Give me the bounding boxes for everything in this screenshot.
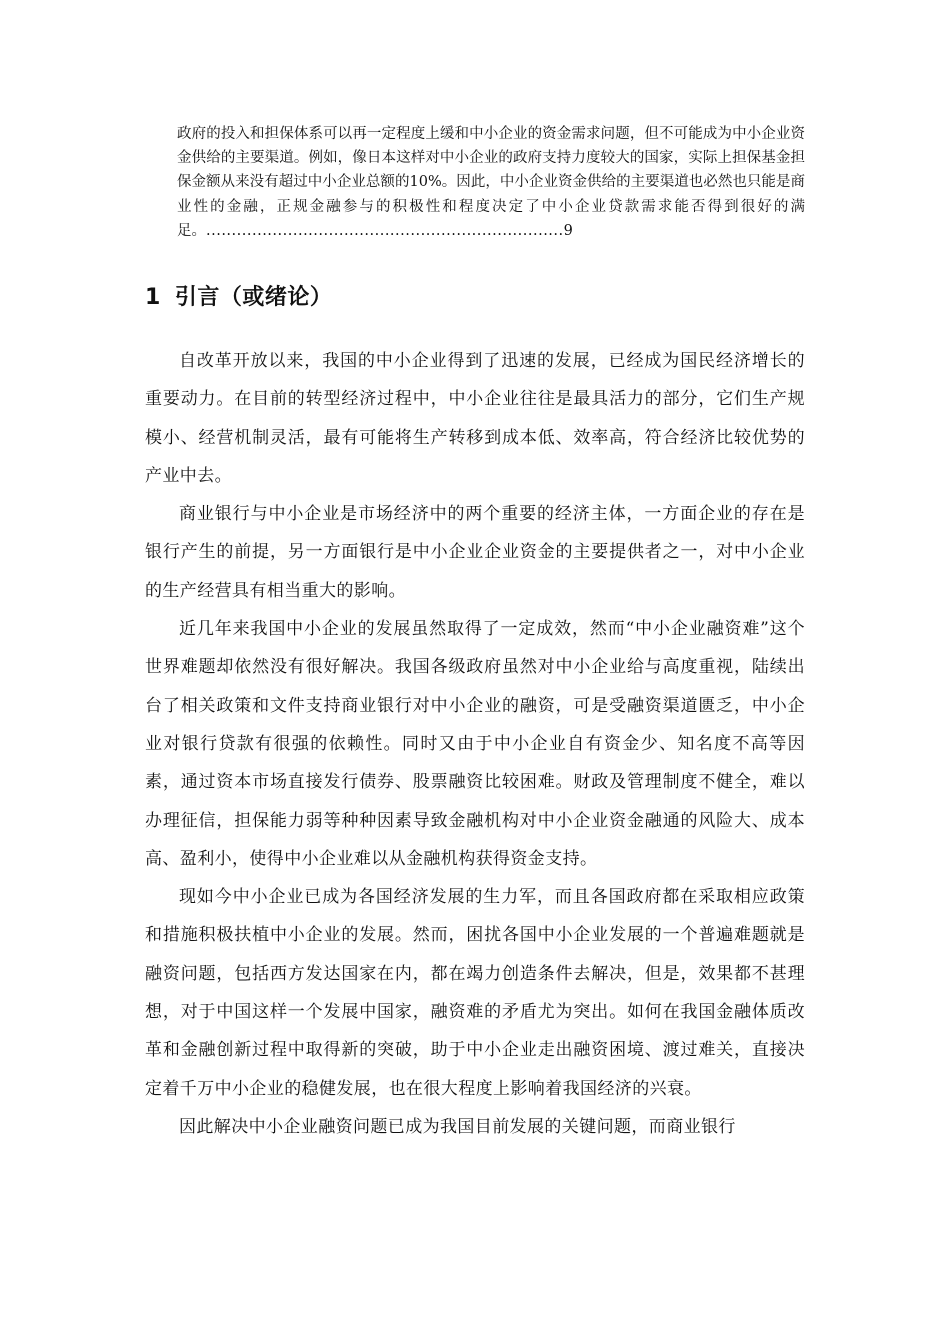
toc-leader-dots: ...................................................................... [206, 222, 564, 239]
paragraph: 近几年来我国中小企业的发展虽然取得了一定成效，然而“中小企业融资难”这个世界难题却依然没有很好解决。我国各级政府虽然对中小企业给与高度重视，陆续出台了相关政策和文件支持商业银行对中小企业的融资，可是受融资渠道匮乏，中小企业对银行贷款有很强的依赖性。同时又由于中小企业自有资金少、知名度不高等因素，通过资本市场直接发行债券、股票融资比较困难。财政及管理制度不健全，难以办理征信，担保能力弱等种种因素导致金融机构对中小企业资金融通的风险大、成本高、盈利小，使得中小企业难以从金融机构获得资金支持。 [145, 619, 805, 869]
toc-page-number: 9 [563, 222, 573, 239]
section-heading [145, 281, 332, 315]
toc-entry[interactable] [177, 122, 805, 243]
paragraph: 商业银行与中小企业是市场经济中的两个重要的经济主体，一方面企业的存在是银行产生的前提，另一方面银行是中小企业企业资金的主要提供者之一，对中小企业的生产经营具有相当重大的影响。 [145, 504, 805, 601]
toc-entry-text: 政府的投入和担保体系可以再一定程度上缓和中小企业的资金需求问题，但不可能成为中小企业资金供给的主要渠道。例如，像日本这样对中小企业的政府支持力度较大的国家，实际上担保基金担保金额从来没有超过中小企业总额的10%。因此，中小企业资金供给的主要渠道也必然也只能是商业性的金融，正规金融参与的积极性和程度决定了中小企业贷款需求能否得到很好的满足。 [177, 126, 805, 239]
section-number: 1 [145, 285, 161, 310]
section-title: 引言（或绪论） [174, 285, 333, 310]
paragraph: 自改革开放以来，我国的中小企业得到了迅速的发展，已经成为国民经济增长的重要动力。在目前的转型经济过程中，中小企业往往是最具活力的部分，它们生产规模小、经营机制灵活，最有可能将生产转移到成本低、效率高，符合经济比较优势的产业中去。 [145, 351, 805, 486]
paragraph: 现如今中小企业已成为各国经济发展的生力军，而且各国政府都在采取相应政策和措施积极扶植中小企业的发展。然而，困扰各国中小企业发展的一个普遍难题就是融资问题，包括西方发达国家在内，都在竭力创造条件去解决，但是，效果都不甚理想，对于中国这样一个发展中国家，融资难的矛盾尤为突出。如何在我国金融体质改革和金融创新过程中取得新的突破，助于中小企业走出融资困境、渡过难关，直接决定着千万中小企业的稳健发展，也在很大程度上影响着我国经济的兴衰。 [145, 887, 805, 1099]
body-text [145, 342, 805, 1146]
paragraph: 因此解决中小企业融资问题已成为我国目前发展的关键问题，而商业银行 [179, 1116, 736, 1137]
